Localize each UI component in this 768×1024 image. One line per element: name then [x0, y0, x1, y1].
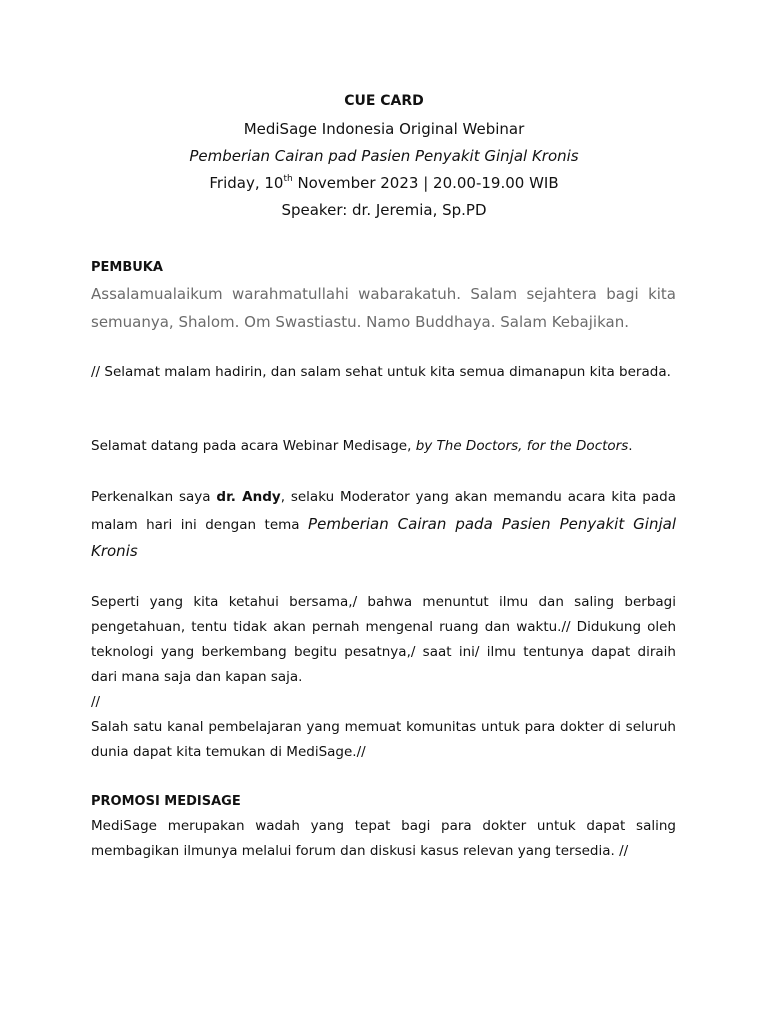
- date-suffix: November 2023 | 20.00-19.00 WIB: [292, 174, 559, 192]
- date-prefix: Friday, 10: [209, 174, 284, 192]
- greeting-paragraph: Assalamualaikum warahmatullahi wabarakatuh. Salam sejahtera bagi kita semuanya, Shalom. Om Swastiastu. Namo Buddhaya. Salam Kebajikan.: [91, 285, 676, 331]
- paragraph-introduction: [91, 484, 676, 566]
- section-heading-pembuka: PEMBUKA: [91, 260, 163, 275]
- webinar-org: MediSage Indonesia Original Webinar: [243, 120, 525, 138]
- webinar-date: [0, 173, 768, 193]
- webinar-speaker: Speaker: dr. Jeremia, Sp.PD: [281, 201, 487, 219]
- document-title: CUE CARD: [344, 93, 424, 109]
- intro-role: , selaku Moderator yang akan memandu acara kita pada malam hari ini dengan tema: [91, 489, 676, 533]
- paragraph-welcome-evening: // Selamat malam hadirin, dan salam sehat untuk kita semua dimanapun kita berada.: [91, 364, 671, 380]
- paragraph-knowledge: Seperti yang kita ketahui bersama,/ bahwa menuntut ilmu dan saling berbagi pengetahuan, tentu tidak akan pernah mengenal ruang dan waktu.// Didukung oleh teknologi yang berkembang begitu pesatnya,/ saat ini/ ilmu tentunya dapat diraih dari mana saja dan kapan saja.: [91, 594, 676, 685]
- section-heading-promosi: PROMOSI MEDISAGE: [91, 794, 241, 809]
- separator-marks: //: [91, 694, 101, 710]
- tagline: by The Doctors, for the Doctors: [415, 438, 629, 454]
- moderator-name: dr. Andy: [216, 489, 281, 505]
- paragraph-welcome-webinar: [91, 434, 676, 459]
- welcome-text: Selamat datang pada acara Webinar Medisage,: [91, 438, 416, 454]
- paragraph-promosi: MediSage merupakan wadah yang tepat bagi para dokter untuk dapat saling membagikan ilmunya melalui forum dan diskusi kasus relevan yang tersedia. //: [91, 818, 676, 859]
- date-superscript: th: [283, 174, 293, 184]
- welcome-end: .: [628, 438, 633, 454]
- paragraph-medisage-channel: Salah satu kanal pembelajaran yang memuat komunitas untuk para dokter di seluruh dunia dapat kita temukan di MediSage.//: [91, 719, 676, 760]
- intro-text: Perkenalkan saya: [91, 489, 217, 505]
- webinar-topic: Pemberian Cairan pad Pasien Penyakit Ginjal Kronis: [189, 147, 579, 165]
- intro-topic: Pemberian Cairan pada Pasien Penyakit Ginjal Kronis: [91, 514, 676, 560]
